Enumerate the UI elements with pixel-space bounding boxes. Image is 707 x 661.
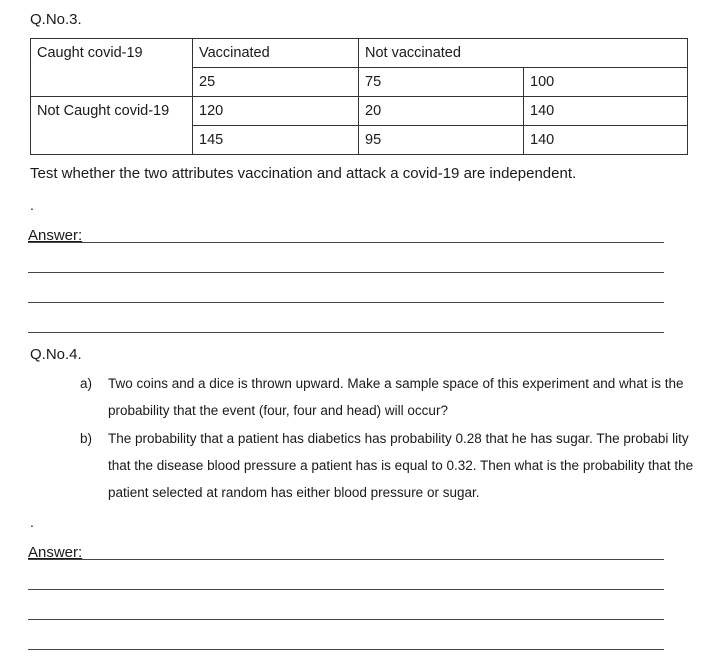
item-label: a) (80, 376, 93, 391)
table-cell (31, 68, 193, 97)
table-cell: 120 (193, 97, 359, 126)
q4-title: Q.No.4. (30, 346, 82, 363)
answer-line (28, 272, 664, 273)
table-cell: Not vaccinated (359, 39, 688, 68)
table-cell: 100 (524, 68, 688, 97)
table-row (31, 97, 688, 126)
table-cell: 95 (359, 126, 524, 155)
q4-answer-label: Answer: (28, 544, 83, 561)
item-label: b) (80, 431, 93, 446)
table-cell: 145 (193, 126, 359, 155)
answer-line (28, 589, 664, 590)
answer-line (28, 559, 664, 560)
table-cell: 75 (359, 68, 524, 97)
q3-answer-label: Answer: (28, 227, 83, 244)
table-cell: Not Caught covid-19 (31, 97, 193, 126)
table-cell: 20 (359, 97, 524, 126)
q3-dot: . (30, 197, 34, 213)
table-row (31, 68, 688, 97)
answer-line (28, 302, 664, 303)
table-cell (31, 126, 193, 155)
contingency-table (30, 38, 688, 155)
table-row (31, 126, 688, 155)
table-cell: 140 (524, 126, 688, 155)
table-cell: 25 (193, 68, 359, 97)
q4-item-b (80, 425, 700, 506)
q3-title: Q.No.3. (30, 11, 82, 28)
answer-line (28, 619, 664, 620)
answer-line (28, 332, 664, 333)
answer-line (28, 242, 664, 243)
item-text: Two coins and a dice is thrown upward. Make a sample space of this experiment and what is the probability that the event (four, four and head) will occur? (108, 376, 684, 418)
table-cell: 140 (524, 97, 688, 126)
table-row (31, 39, 688, 68)
q3-statement: Test whether the two attributes vaccination and attack a covid-19 are independent. (30, 165, 577, 182)
table-cell: Vaccinated (193, 39, 359, 68)
item-text: The probability that a patient has diabetics has probability 0.28 that he has sugar. The probabi lity that the disease blood pressure a patient has is equal to 0.32. Then what is the probability that the patient selected at random has either blood pressure or sugar. (108, 431, 694, 500)
q4-dot: . (30, 514, 34, 530)
answer-line (28, 649, 664, 650)
q4-item-a (80, 370, 700, 424)
table-cell: Caught covid-19 (31, 39, 193, 68)
